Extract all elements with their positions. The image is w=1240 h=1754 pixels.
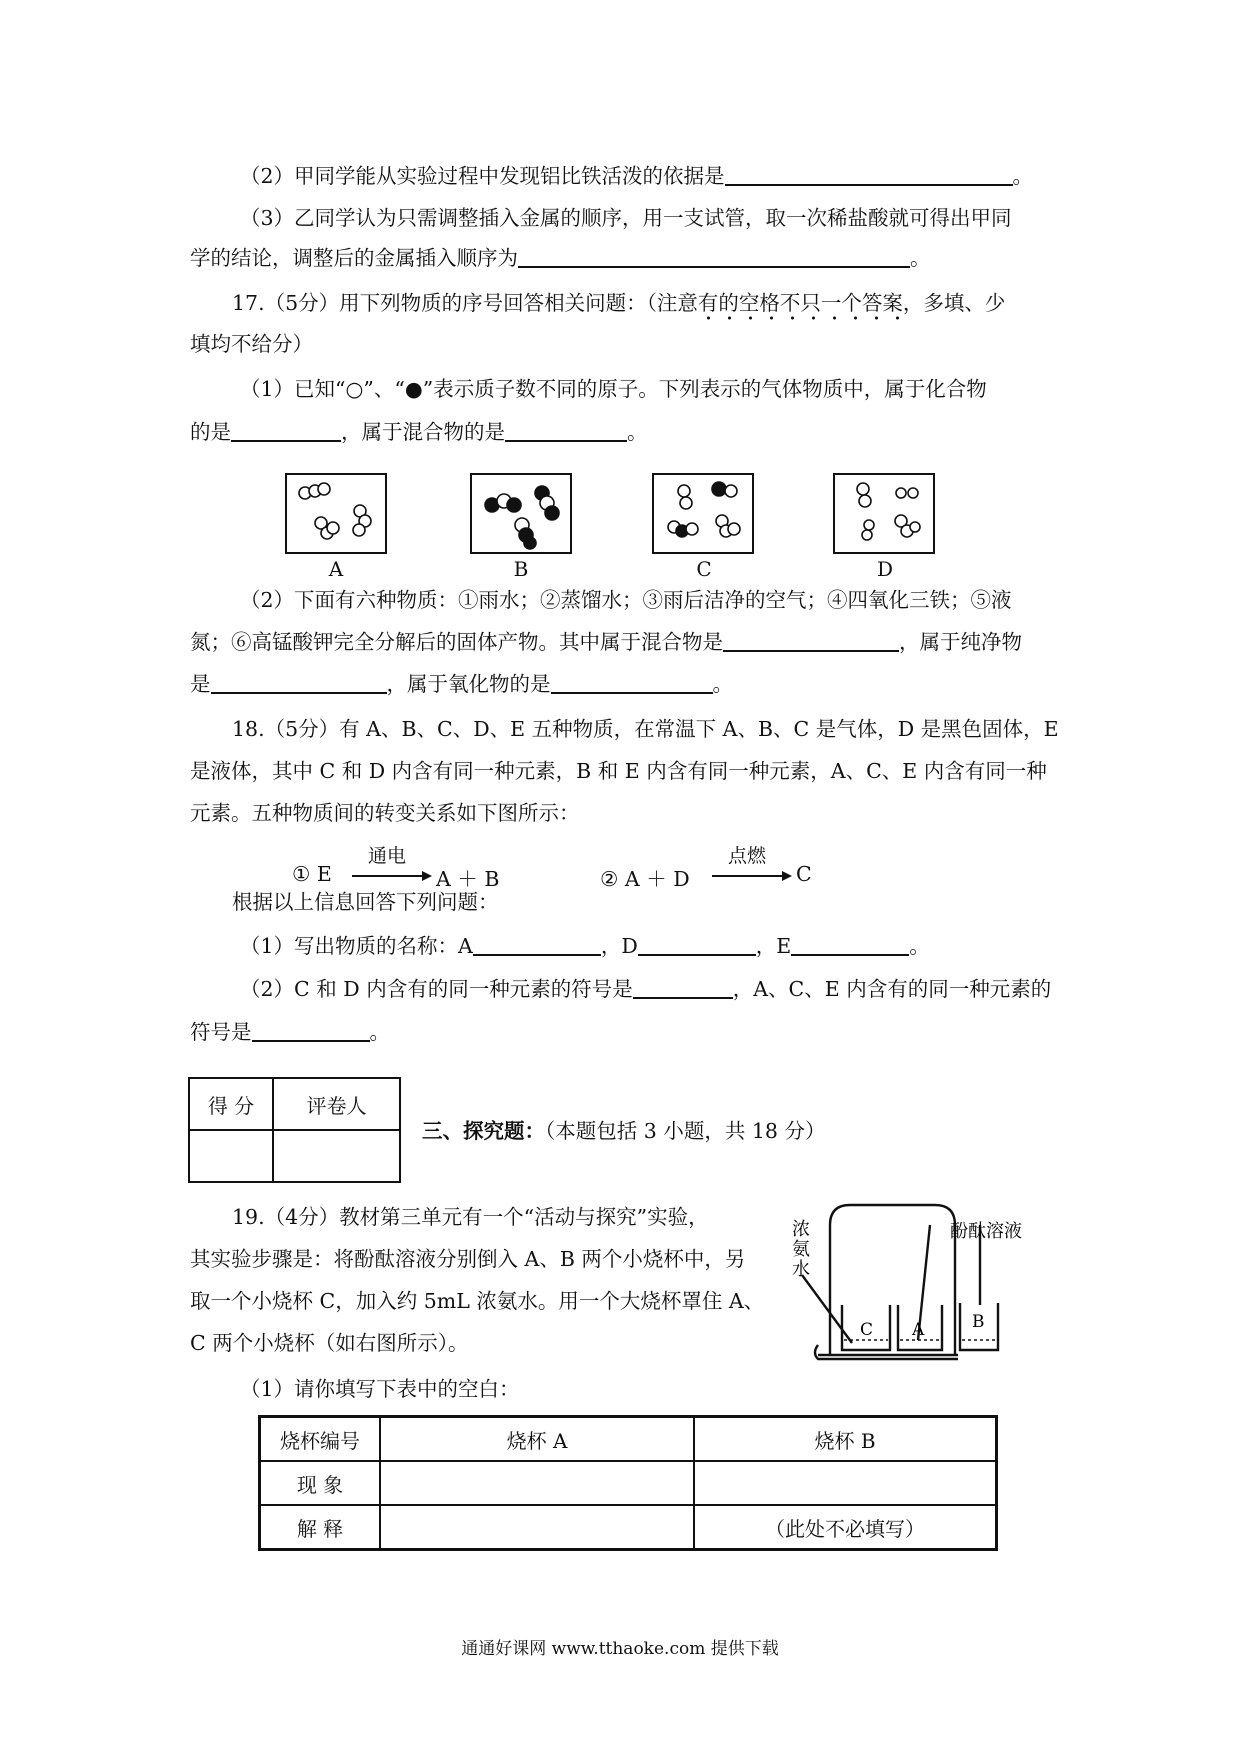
q17-intro: 17.（5分）用下列物质的序号回答相关问题：（注意有的空格不只一个答案，多填、少	[232, 289, 1005, 317]
molecule-box-a	[285, 473, 387, 554]
q17-part2-cont: 氮；⑥高锰酸钾完全分解后的固体产物。其中属于混合物是 ，属于纯净物	[190, 630, 1022, 654]
answer-blank[interactable]	[505, 418, 627, 442]
phenolphthalein-label: 酚酞溶液	[950, 1221, 1022, 1242]
table-header: 烧杯 A	[380, 1417, 694, 1462]
q17-intro-cont: 填均不给分）	[190, 332, 313, 356]
molecule-box-d	[833, 473, 935, 554]
box-label-c: C	[696, 557, 712, 581]
score-header: 得 分	[189, 1078, 273, 1130]
table-row	[260, 1461, 997, 1505]
q18-ask: 根据以上信息回答下列问题：	[232, 890, 499, 914]
q17-part2: （2）下面有六种物质：①雨水；②蒸馏水；③雨后洁净的空气；④四氧化三铁；⑤液	[240, 588, 1012, 612]
beaker-label-c: C	[860, 1320, 874, 1340]
q18-part1: （1）写出物质的名称：A ，D ，E 。	[240, 934, 930, 958]
molecule-diagram-a	[287, 475, 384, 551]
answer-blank[interactable]	[723, 628, 899, 652]
page-footer: 通通好课网 www.tthaoke.com 提供下载	[461, 1639, 779, 1659]
box-label-d: D	[876, 557, 894, 581]
grader-cell[interactable]	[273, 1130, 400, 1182]
q17-part2-cont2: 是 ，属于氧化物的是 。	[190, 672, 733, 696]
note-cell: （此处不必填写）	[694, 1505, 997, 1550]
row-label: 现 象	[260, 1461, 381, 1505]
score-table	[188, 1077, 401, 1183]
answer-blank[interactable]	[231, 418, 341, 442]
answer-blank[interactable]	[473, 932, 601, 956]
equation-1-right: A ＋ B	[436, 867, 500, 891]
reaction-arrow	[712, 868, 792, 884]
molecule-diagram-b	[472, 475, 569, 551]
observation-table	[258, 1415, 998, 1551]
equation-1-condition: 通电	[368, 845, 407, 867]
q17-part1-cont: 的是 ，属于混合物的是 。	[190, 420, 648, 444]
answer-blank[interactable]	[252, 1018, 370, 1042]
q18-intro: 18.（5分）有 A、B、C、D、E 五种物质，在常温下 A、B、C 是气体，D 是黑色固体，E	[232, 717, 1059, 741]
table-row	[260, 1505, 997, 1550]
beaker-label-b: B	[972, 1312, 985, 1332]
equation-2-left: ② A ＋ D	[600, 867, 690, 891]
section-3-heading: 三、探究题：（本题包括 3 小题，共 18 分）	[422, 1119, 826, 1143]
ammonia-label-3: 水	[792, 1259, 810, 1280]
q18-intro-cont2: 元素。五种物质间的转变关系如下图所示：	[190, 801, 580, 825]
answer-blank[interactable]	[211, 670, 387, 694]
equation-1-left: ① E	[292, 862, 332, 886]
q19-line2: 其实验步骤是：将酚酞溶液分别倒入 A、B 两个小烧杯中，另	[190, 1247, 746, 1271]
answer-blank[interactable]	[633, 975, 733, 999]
molecule-diagram-d	[835, 475, 932, 551]
equation-2-condition: 点燃	[728, 845, 767, 867]
q19-line3: 取一个小烧杯 C，加入约 5mL 浓氨水。用一个大烧杯罩住 A、	[190, 1289, 765, 1313]
q18-part2: （2）C 和 D 内含有的同一种元素的符号是 ，A、C、E 内含有的同一种元素的	[240, 977, 1052, 1001]
equation-2-right: C	[796, 862, 812, 886]
answer-blank[interactable]	[791, 932, 909, 956]
answer-blank[interactable]	[518, 244, 910, 268]
q16-part2: （2）甲同学能从实验过程中发现铝比铁活泼的依据是 。	[240, 164, 1034, 188]
q19-part1: （1）请你填写下表中的空白：	[240, 1377, 520, 1401]
q18-part2-cont: 符号是 。	[190, 1020, 390, 1044]
row-label: 解 释	[260, 1505, 381, 1550]
molecule-box-b	[470, 473, 572, 554]
molecule-diagram-c	[654, 475, 751, 551]
q17-part1: （1）已知“○”、“●”表示质子数不同的原子。下列表示的气体物质中，属于化合物	[240, 377, 987, 401]
beaker-label-a: A	[912, 1320, 925, 1340]
answer-cell[interactable]	[380, 1461, 694, 1505]
beaker-experiment-figure	[790, 1195, 1040, 1365]
grader-header: 评卷人	[273, 1078, 400, 1130]
answer-cell[interactable]	[694, 1461, 997, 1505]
box-label-a: A	[328, 557, 344, 581]
answer-blank[interactable]	[638, 932, 756, 956]
q19-line4: C 两个小烧杯（如右图所示）。	[190, 1331, 469, 1355]
answer-cell[interactable]	[380, 1505, 694, 1550]
score-cell[interactable]	[189, 1130, 273, 1182]
q16-part3: （3）乙同学认为只需调整插入金属的顺序，用一支试管，取一次稀盐酸就可得出甲同	[240, 206, 1012, 230]
table-header: 烧杯编号	[260, 1417, 381, 1462]
answer-blank[interactable]	[725, 162, 1013, 186]
q16-part3-cont: 学的结论，调整后的金属插入顺序为 。	[190, 246, 931, 270]
emphasis-text: 有的空格不只一个答案	[698, 291, 903, 321]
q18-intro-cont: 是液体，其中 C 和 D 内含有同一种元素，B 和 E 内含有同一种元素，A、C、E 内含有同一种	[190, 759, 1047, 783]
answer-blank[interactable]	[551, 670, 713, 694]
molecule-box-c	[652, 473, 754, 554]
q19-line1: 19.（4分）教材第三单元有一个“活动与探究”实验，	[232, 1205, 709, 1229]
table-header: 烧杯 B	[694, 1417, 997, 1462]
ammonia-label-1: 浓	[792, 1219, 810, 1240]
reaction-arrow	[352, 868, 432, 884]
ammonia-label-2: 氨	[792, 1239, 810, 1260]
box-label-b: B	[513, 557, 529, 581]
